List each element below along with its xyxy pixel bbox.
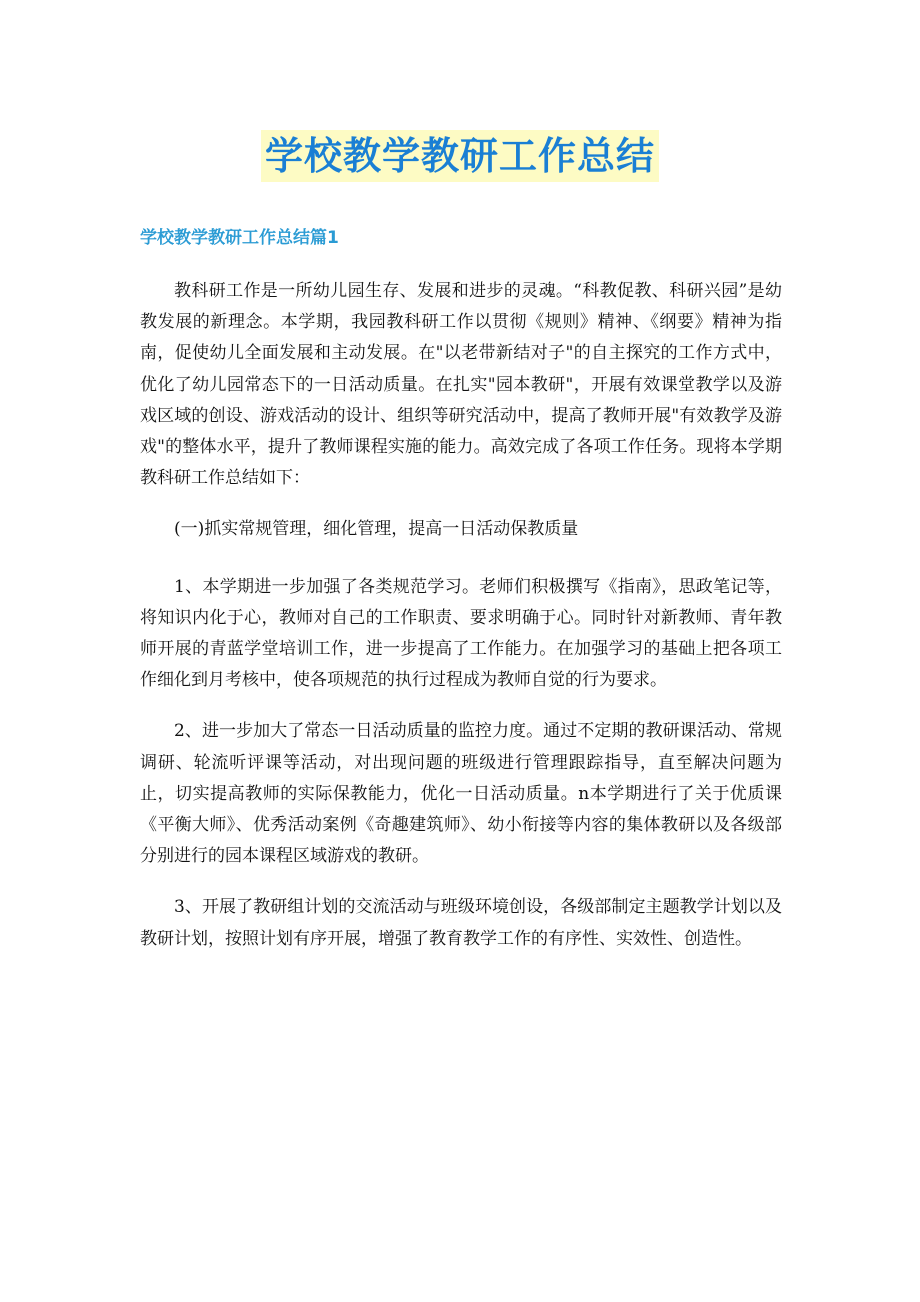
paragraph-item-3: 3、开展了教研组计划的交流活动与班级环境创设，各级部制定主题教学计划以及教研计划，按照计划有序开展，增强了教育教学工作的有序性、实效性、创造性。	[140, 897, 782, 949]
section-heading: 学校教学教研工作总结篇1	[140, 228, 339, 248]
paragraph-item-1: 1、本学期进一步加强了各类规范学习。老师们积极撰写《指南》，思政笔记等，将知识内化于心，教师对自己的工作职责、要求明确于心。同时针对新教师、青年教师开展的青蓝学堂培训工作，进一步提高了工作能力。在加强学习的基础上把各项工作细化到月考核中，使各项规范的执行过程成为教师自觉的行为要求。	[140, 576, 782, 691]
title-container	[0, 130, 920, 182]
paragraph-intro: 教科研工作是一所幼儿园生存、发展和进步的灵魂。“科教促教、科研兴园”是幼教发展的新理念。本学期，我园教科研工作以贯彻《规则》精神、《纲要》精神为指南，促使幼儿全面发展和主动发展。在"以老带新结对子"的自主探究的工作方式中，优化了幼儿园常态下的一日活动质量。在扎实"园本教研"，开展有效课堂教学以及游戏区域的创设、游戏活动的设计、组织等研究活动中，提高了教师开展"有效教学及游戏"的整体水平，提升了教师课程实施的能力。高效完成了各项工作任务。现将本学期教科研工作总结如下：	[140, 281, 782, 489]
paragraph-item-2: 2、进一步加大了常态一日活动质量的监控力度。通过不定期的教研课活动、常规调研、轮流听评课等活动，对出现问题的班级进行管理跟踪指导，直至解决问题为止，切实提高教师的实际保教能力，优化一日活动质量。n本学期进行了关于优质课《平衡大师》、优秀活动案例《奇趣建筑师》、幼小衔接等内容的集体教研以及各级部分别进行的园本课程区域游戏的教研。	[140, 721, 782, 867]
paragraph-subheading: (一)抓实常规管理，细化管理，提高一日活动保教质量	[174, 519, 579, 540]
document-body	[140, 276, 782, 975]
document-title: 学校教学教研工作总结	[261, 130, 659, 182]
